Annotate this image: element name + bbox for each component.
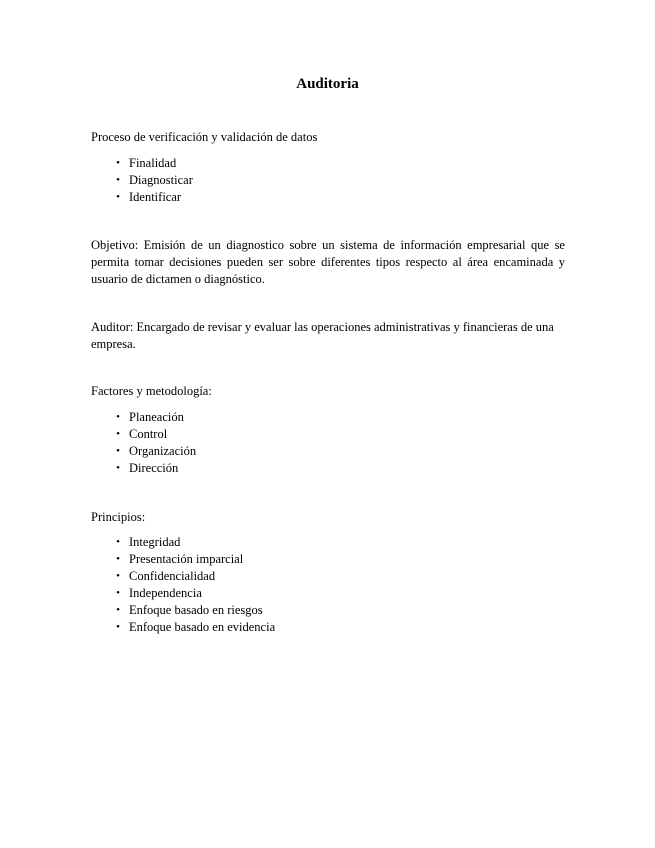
list-item (91, 551, 565, 568)
list-item (91, 602, 565, 619)
bullet-icon: • (116, 174, 120, 186)
principles-heading: Principios: (91, 510, 146, 524)
list-item-text: Enfoque basado en riesgos (129, 603, 263, 617)
list-item (91, 443, 565, 460)
list-item (91, 409, 565, 426)
list-item (91, 568, 565, 585)
list-item (91, 585, 565, 602)
list-item (91, 619, 565, 636)
factors-list (91, 409, 565, 477)
intro-list (91, 155, 565, 206)
list-item (91, 460, 565, 477)
auditor-paragraph: Auditor: Encargado de revisar y evaluar las operaciones administrativas y financieras de una empresa. (91, 320, 554, 351)
bullet-icon: • (116, 157, 120, 169)
list-item-text: Identificar (129, 190, 182, 204)
bullet-icon: • (116, 604, 120, 616)
bullet-icon: • (116, 191, 120, 203)
bullet-icon: • (116, 621, 120, 633)
bullet-icon: • (116, 553, 120, 565)
list-item-text: Planeación (129, 410, 184, 424)
principles-list (91, 534, 565, 636)
bullet-icon: • (116, 462, 120, 474)
list-item-text: Integridad (129, 535, 181, 549)
factors-heading: Factores y metodología: (91, 384, 212, 398)
list-item-text: Dirección (129, 461, 179, 475)
list-item-text: Control (129, 427, 168, 441)
intro-paragraph: Proceso de verificación y validación de datos (91, 130, 318, 144)
list-item-text: Independencia (129, 586, 202, 600)
list-item-text: Finalidad (129, 156, 177, 170)
bullet-icon: • (116, 411, 120, 423)
bullet-icon: • (116, 587, 120, 599)
list-item-text: Confidencialidad (129, 569, 216, 583)
list-item (91, 155, 565, 172)
objective-paragraph: Objetivo: Emisión de un diagnostico sobre un sistema de información empresarial que se permita tomar decisiones pueden ser sobre diferentes tipos respecto al área encaminada y usuario de dictamen o diagnóstico. (91, 238, 565, 286)
bullet-icon: • (116, 445, 120, 457)
list-item (91, 189, 565, 206)
list-item-text: Diagnosticar (129, 173, 193, 187)
bullet-icon: • (116, 428, 120, 440)
list-item-text: Organización (129, 444, 197, 458)
bullet-icon: • (116, 570, 120, 582)
list-item (91, 534, 565, 551)
list-item (91, 172, 565, 189)
list-item (91, 426, 565, 443)
list-item-text: Enfoque basado en evidencia (129, 620, 276, 634)
bullet-icon: • (116, 536, 120, 548)
document-title: Auditoria (296, 76, 359, 92)
list-item-text: Presentación imparcial (129, 552, 244, 566)
